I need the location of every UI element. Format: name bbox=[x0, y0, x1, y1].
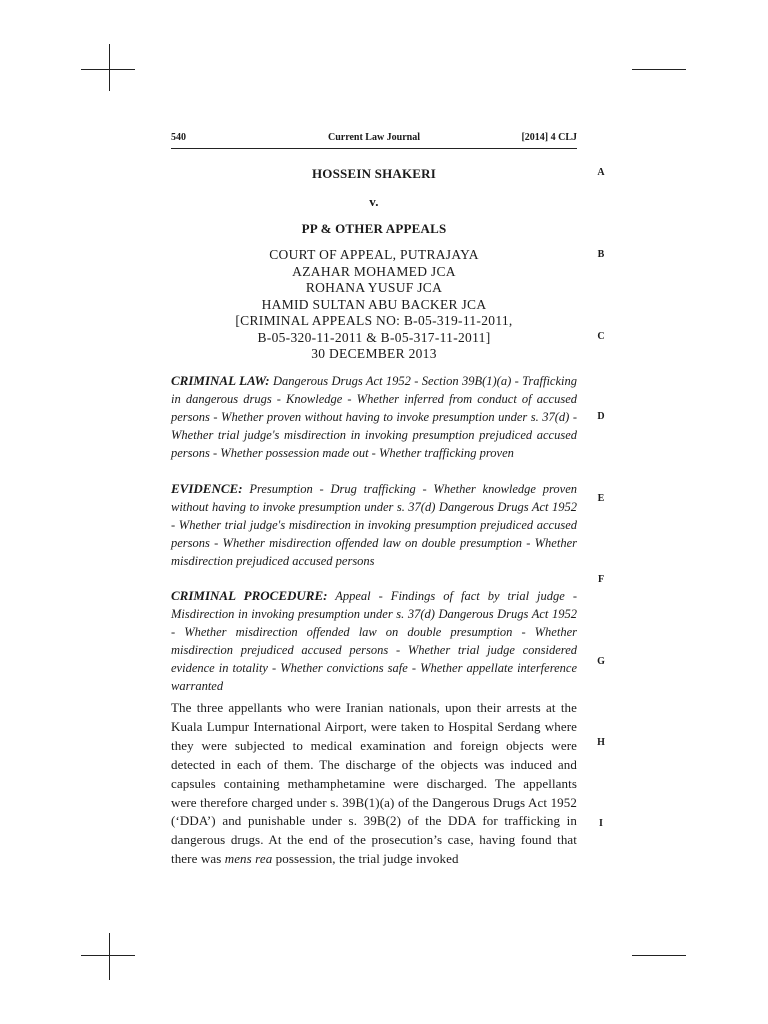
margin-letter: I bbox=[599, 818, 603, 829]
crop-mark-bottom-left-horizontal bbox=[81, 955, 135, 956]
margin-letter: E bbox=[597, 493, 605, 504]
decision-date: 30 DECEMBER 2013 bbox=[311, 346, 437, 361]
catchword-paragraph bbox=[171, 480, 577, 570]
catchword-heading: CRIMINAL LAW: bbox=[171, 373, 270, 388]
page-number: 540 bbox=[171, 132, 186, 143]
margin-letter: A bbox=[597, 167, 605, 178]
crop-mark-top-left-vertical bbox=[109, 44, 110, 91]
headnote-italic-term: mens rea bbox=[224, 851, 273, 867]
running-header bbox=[171, 128, 577, 149]
margin-letter: C bbox=[597, 331, 605, 342]
margin-letter: H bbox=[597, 737, 605, 748]
versus-label: v. bbox=[369, 194, 379, 209]
catchword-paragraph bbox=[171, 587, 577, 695]
catchword-text: Dangerous Drugs Act 1952 - Section 39B(1)(a) - Trafficking in dangerous drugs - Knowledge - Whether inferred from conduct of accused persons - Whether proven without having to invoke presumption under s. 37(d) - Whether trial judge's misdirection in invoking presumption prejudiced accused persons - Whether possession made out - Whether trafficking proven bbox=[171, 374, 577, 460]
catchword-text: Appeal - Findings of fact by trial judge - Misdirection in invoking presumption under s. 37(d) Dangerous Drugs Act 1952 - Whether misdirection offended law on double presumption - Whether misdirection prejudiced accused persons - Whether trial judge considered evidence in totality - Whether convictions safe - Whether appellate interference warranted bbox=[171, 589, 577, 693]
appellant-name: HOSSEIN SHAKERI bbox=[311, 166, 436, 181]
court-name: COURT OF APPEAL, PUTRAJAYA bbox=[269, 247, 479, 262]
judge-name: HAMID SULTAN ABU BACKER JCA bbox=[261, 296, 487, 312]
catchword-heading: EVIDENCE: bbox=[171, 481, 243, 496]
catchword-paragraph bbox=[171, 372, 577, 462]
judge-name: AZAHAR MOHAMED JCA bbox=[292, 263, 456, 279]
crop-mark-bottom-right-horizontal bbox=[632, 955, 686, 956]
appeal-numbers: [CRIMINAL APPEALS NO: B-05-319-11-2011, bbox=[235, 313, 513, 328]
catchword-heading: CRIMINAL PROCEDURE: bbox=[171, 588, 328, 603]
crop-mark-top-left-horizontal bbox=[81, 69, 135, 70]
margin-letter: F bbox=[597, 574, 605, 585]
margin-letter: G bbox=[597, 656, 605, 667]
headnote-paragraph bbox=[171, 699, 577, 869]
court-details bbox=[171, 247, 577, 363]
appeal-numbers-cont: B-05-320-11-2011 & B-05-317-11-2011] bbox=[257, 329, 491, 345]
catchword-text: Presumption - Drug trafficking - Whether knowledge proven without having to invoke presumption under s. 37(d) Dangerous Drugs Act 1952 - Whether trial judge's misdirection in invoking presumption prejudiced accused persons - Whether misdirection offended law on double presumption - Whether misdirection prejudiced accused persons bbox=[171, 482, 578, 568]
journal-citation: [2014] 4 CLJ bbox=[521, 132, 577, 143]
margin-letter: D bbox=[597, 411, 605, 422]
respondent-name: PP & OTHER APPEALS bbox=[301, 221, 447, 236]
crop-mark-bottom-left-vertical bbox=[109, 933, 110, 980]
journal-name: Current Law Journal bbox=[327, 132, 421, 143]
crop-mark-top-right-horizontal bbox=[632, 69, 686, 70]
margin-letter: B bbox=[597, 249, 605, 260]
judge-name: ROHANA YUSUF JCA bbox=[305, 280, 443, 295]
headnote-text-end: possession, the trial judge invoked bbox=[272, 851, 459, 867]
headnote-text: The three appellants who were Iranian nationals, upon their arrests at the Kuala Lumpur International Airport, were taken to Hospital Serdang where they were subjected to medical examination and foreign objects were detected in each of them. The discharge of the objects was induced and capsules containing methamphetamine were discharged. The appellants were therefore charged under s. 39B(1)(a) of the Dangerous Drugs Act 1952 (‘DDA’) and punishable under s. 39B(2) of the DDA for trafficking in dangerous drugs. At the end of the prosecution’s case, having found that there was bbox=[171, 700, 577, 867]
